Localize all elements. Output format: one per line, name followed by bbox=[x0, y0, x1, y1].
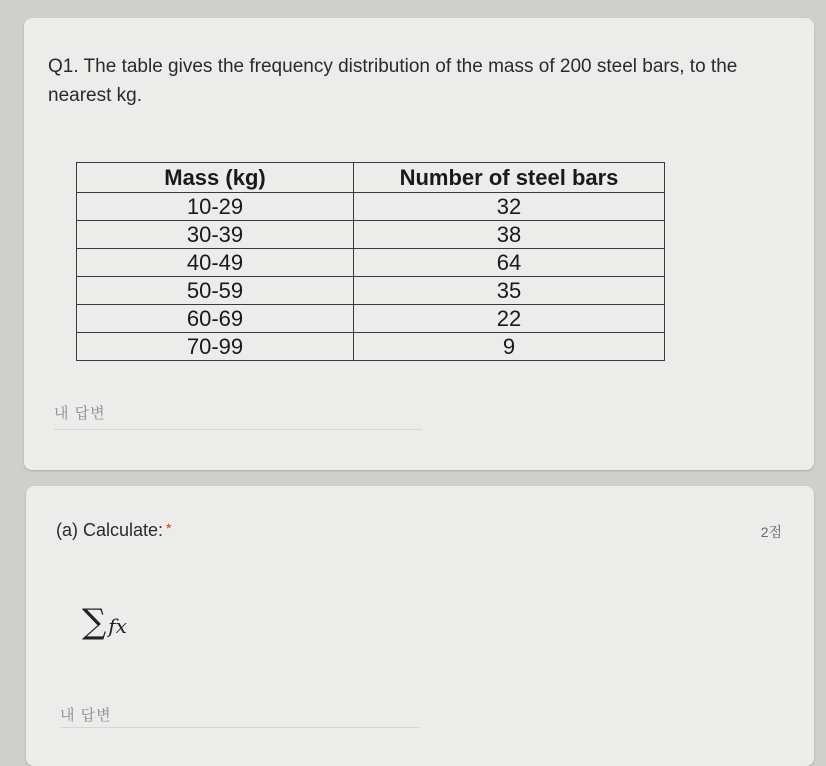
column-header-count: Number of steel bars bbox=[354, 163, 665, 193]
table-header-row bbox=[77, 163, 665, 193]
mass-cell: 50-59 bbox=[77, 277, 354, 305]
question-card-a bbox=[26, 486, 814, 766]
count-cell: 22 bbox=[354, 305, 665, 333]
mass-cell: 30-39 bbox=[77, 221, 354, 249]
column-header-mass: Mass (kg) bbox=[77, 163, 354, 193]
answer-input-a[interactable]: 내 답변 bbox=[60, 707, 112, 724]
mass-cell: 60-69 bbox=[77, 305, 354, 333]
count-cell: 35 bbox=[354, 277, 665, 305]
answer-input-q1[interactable]: 내 답변 bbox=[54, 405, 106, 422]
mass-cell: 40-49 bbox=[77, 249, 354, 277]
answer-underline bbox=[54, 429, 422, 430]
answer-underline bbox=[60, 727, 420, 728]
count-cell: 64 bbox=[354, 249, 665, 277]
table-row bbox=[77, 277, 665, 305]
sub-question-label: (a) Calculate: bbox=[56, 520, 164, 540]
count-cell: 32 bbox=[354, 193, 665, 221]
question-card-q1 bbox=[24, 18, 814, 470]
table-row bbox=[77, 193, 665, 221]
frequency-table bbox=[76, 162, 665, 361]
table-row bbox=[77, 333, 665, 361]
sub-question-title bbox=[56, 520, 172, 541]
mass-cell: 70-99 bbox=[77, 333, 354, 361]
sigma-symbol: ∑ bbox=[82, 602, 107, 642]
points-badge: 2점 bbox=[760, 524, 782, 540]
question-text: Q1. The table gives the frequency distribution of the mass of 200 steel bars, to the nearest kg. bbox=[48, 56, 738, 106]
table-row bbox=[77, 305, 665, 333]
table-row bbox=[77, 249, 665, 277]
formula-expression: fx bbox=[108, 614, 127, 638]
table-row bbox=[77, 221, 665, 249]
mass-cell: 10-29 bbox=[77, 193, 354, 221]
count-cell: 38 bbox=[354, 221, 665, 249]
sum-fx-formula bbox=[82, 602, 127, 642]
required-asterisk: * bbox=[166, 520, 172, 536]
count-cell: 9 bbox=[354, 333, 665, 361]
